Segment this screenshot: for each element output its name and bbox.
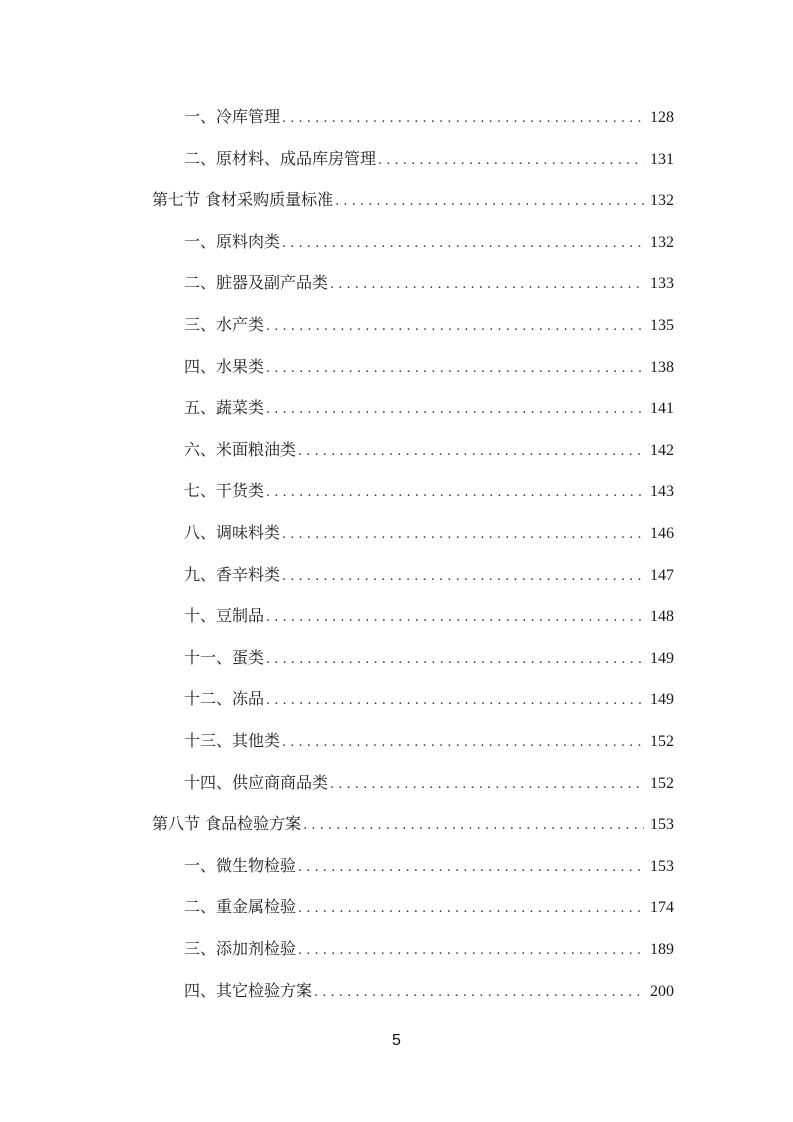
toc-entry[interactable] (184, 563, 674, 587)
toc-entry[interactable] (184, 937, 674, 961)
toc-section-entry[interactable] (152, 188, 674, 212)
toc-entry[interactable] (184, 895, 674, 919)
toc-entry-title: 七、干货类 (184, 481, 265, 500)
toc-dot-leader (298, 897, 644, 921)
toc-entry[interactable] (184, 313, 674, 337)
toc-entry[interactable] (184, 687, 674, 711)
toc-entry-page: 189 (650, 941, 674, 958)
toc-entry-title: 六、米面粮油类 (184, 440, 297, 459)
toc-dot-leader (298, 440, 644, 464)
toc-entry[interactable] (184, 979, 674, 1003)
toc-dot-leader (266, 648, 644, 672)
toc-entry-page: 138 (650, 359, 674, 376)
toc-entry-page: 153 (650, 858, 674, 875)
toc-dot-leader (314, 981, 644, 1005)
toc-entry[interactable] (184, 521, 674, 545)
toc-dot-leader (282, 232, 644, 256)
toc-dot-leader (282, 565, 644, 589)
toc-entry[interactable] (184, 646, 674, 670)
toc-entry-page: 133 (650, 275, 674, 292)
toc-dot-leader (266, 398, 644, 422)
toc-entry-title: 九、香辛料类 (184, 565, 281, 584)
toc-entry[interactable] (184, 438, 674, 462)
toc-entry-title: 十二、冻品 (184, 689, 265, 708)
toc-section-entry[interactable] (152, 812, 674, 836)
toc-dot-leader (266, 689, 644, 713)
toc-entry[interactable] (184, 604, 674, 628)
toc-entry[interactable] (184, 771, 674, 795)
toc-entry-page: 132 (650, 192, 674, 209)
toc-entry-title: 一、原料肉类 (184, 232, 281, 251)
toc-dot-leader (282, 731, 644, 755)
toc-dot-leader (266, 315, 644, 339)
toc-dot-leader (266, 357, 644, 381)
toc-entry[interactable] (184, 230, 674, 254)
toc-entry-title: 三、添加剂检验 (184, 939, 297, 958)
toc-entry[interactable] (184, 355, 674, 379)
toc-entry-page: 142 (650, 442, 674, 459)
toc-entry-title: 十三、其他类 (184, 731, 281, 750)
toc-dot-leader (335, 190, 644, 214)
toc-entry-page: 174 (650, 899, 674, 916)
toc-entry[interactable] (184, 729, 674, 753)
toc-dot-leader (298, 939, 644, 963)
toc-entry-page: 148 (650, 608, 674, 625)
toc-entry-page: 143 (650, 483, 674, 500)
toc-entry[interactable] (184, 147, 674, 171)
toc-dot-leader (282, 107, 644, 131)
toc-entry[interactable] (184, 854, 674, 878)
toc-entry-page: 152 (650, 775, 674, 792)
toc-entry-title: 八、调味料类 (184, 523, 281, 542)
toc-entry-title: 一、冷库管理 (184, 107, 281, 126)
toc-entry-page: 132 (650, 234, 674, 251)
toc-dot-leader (266, 481, 644, 505)
toc-entry-title: 十一、蛋类 (184, 648, 265, 667)
toc-entry-page: 141 (650, 400, 674, 417)
toc-entry-page: 146 (650, 525, 674, 542)
toc-entry[interactable] (184, 479, 674, 503)
toc-entry-page: 152 (650, 733, 674, 750)
toc-entry-page: 149 (650, 650, 674, 667)
toc-entry-title: 二、脏器及副产品类 (184, 273, 329, 292)
toc-entry-title: 二、重金属检验 (184, 897, 297, 916)
toc-dot-leader (298, 856, 644, 880)
toc-dot-leader (378, 149, 644, 173)
toc-dot-leader (330, 273, 644, 297)
toc-entry-title: 四、其它检验方案 (184, 981, 313, 1000)
toc-entry-title: 十、豆制品 (184, 606, 265, 625)
toc-dot-leader (330, 773, 644, 797)
toc-entry-page: 131 (650, 151, 674, 168)
toc-entry-title: 第八节 食品检验方案 (152, 814, 302, 833)
toc-entry[interactable] (184, 105, 674, 129)
toc-entry-title: 第七节 食材采购质量标准 (152, 190, 334, 209)
toc-entry-title: 二、原材料、成品库房管理 (184, 149, 377, 168)
toc-entry-title: 十四、供应商商品类 (184, 773, 329, 792)
toc-entry-title: 四、水果类 (184, 357, 265, 376)
page-number: 5 (392, 1032, 401, 1049)
toc-dot-leader (303, 814, 644, 838)
toc-entry[interactable] (184, 271, 674, 295)
toc-entry-title: 五、蔬菜类 (184, 398, 265, 417)
toc-entry-page: 135 (650, 317, 674, 334)
toc-entry-title: 三、水产类 (184, 315, 265, 334)
toc-entry[interactable] (184, 396, 674, 420)
toc-entry-page: 147 (650, 567, 674, 584)
toc-dot-leader (266, 606, 644, 630)
toc-entry-title: 一、微生物检验 (184, 856, 297, 875)
toc-dot-leader (282, 523, 644, 547)
toc-entry-page: 128 (650, 109, 674, 126)
toc-entry-page: 153 (650, 816, 674, 833)
toc-entry-page: 149 (650, 691, 674, 708)
toc-entry-page: 200 (650, 983, 674, 1000)
